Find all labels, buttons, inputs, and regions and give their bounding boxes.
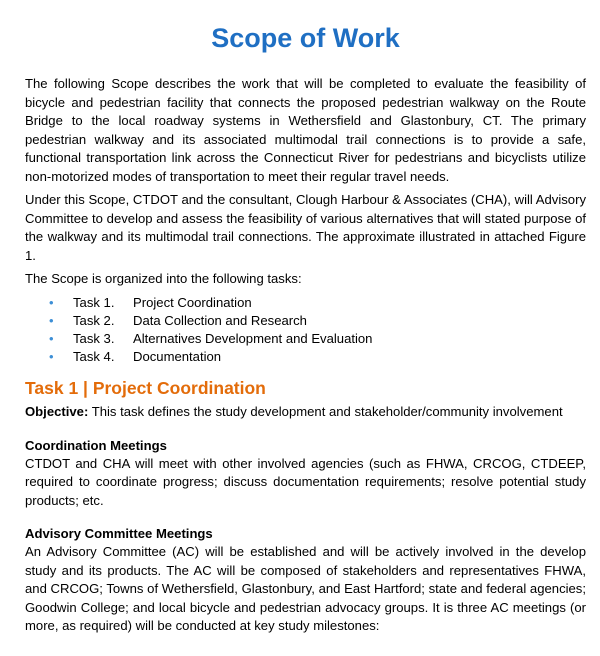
objective-label: Objective:	[25, 403, 89, 419]
advisory-committee-text: An Advisory Committee (AC) will be established and will be actively involved in the develop study and its products. The AC will be composed of stakeholders and representatives FHWA, and CRCOG; Towns of Wethersfield, Glastonbury, and East Hartford; state and federal agencies; Goodwin College; and local bicycle and pedestrian advocacy groups. It is three AC meetings (or more, as required) will be conducted at key study milestones:	[25, 544, 586, 633]
page-title: Scope of Work	[211, 23, 400, 53]
task-name: Alternatives Development and Evaluation	[133, 330, 373, 346]
task-number: Task 1.	[73, 294, 115, 310]
intro-paragraph: The following Scope describes the work that will be completed to evaluate the feasibility of bicycle and pedestrian facility that connects the proposed pedestrian walkway on the Route Bridge to the local roadway systems in Wethersfield and Glastonbury, CT. The primary pedestrian walkway and its associated multimodal trail connections is to provide a safe, functional transportation link across the Connecticut River for pedestrians and bicyclists utilize non-motorized modes of transportation to meet their regular travel needs.	[25, 76, 586, 184]
task-number: Task 4.	[73, 348, 115, 364]
objective-text: This task defines the study development and stakeholder/community involvement	[88, 403, 563, 419]
objective-line	[25, 403, 586, 421]
bullet-icon: •	[49, 348, 54, 364]
task-1-label: Task 1	[25, 377, 79, 398]
tasks-intro: The Scope is organized into the following tasks:	[25, 271, 302, 286]
task-list-item	[25, 294, 586, 312]
advisory-committee-heading: Advisory Committee Meetings	[25, 526, 213, 541]
coordination-meetings-heading: Coordination Meetings	[25, 437, 167, 453]
task-list-item	[25, 312, 586, 330]
task-number: Task 2.	[73, 312, 115, 328]
scope-paragraph: Under this Scope, CTDOT and the consultant, Clough Harbour & Associates (CHA), will Advisory Committee to develop and assess the feasibility of various alternatives that will stated purpose of the walkway and its multimodal trail connections. The approximate illustrated in attached Figure 1.	[25, 192, 586, 263]
heading-separator: |	[78, 377, 93, 398]
task-list-item	[25, 348, 586, 366]
bullet-icon: •	[49, 330, 54, 346]
bullet-icon: •	[49, 294, 54, 310]
task-1-heading	[25, 377, 586, 399]
task-name: Data Collection and Research	[133, 312, 307, 328]
task-name: Project Coordination	[133, 294, 252, 310]
bullet-icon: •	[49, 312, 54, 328]
task-name: Documentation	[133, 348, 222, 364]
coordination-meetings-text: CTDOT and CHA will meet with other involved agencies (such as FHWA, CRCOG, CTDEEP, required to coordinate progress; discuss documentation requirements; resolve potential study products; etc.	[25, 455, 586, 508]
task-list	[25, 294, 586, 366]
task-1-title: Project Coordination	[92, 377, 266, 398]
task-list-item	[25, 330, 586, 348]
task-number: Task 3.	[73, 330, 115, 346]
